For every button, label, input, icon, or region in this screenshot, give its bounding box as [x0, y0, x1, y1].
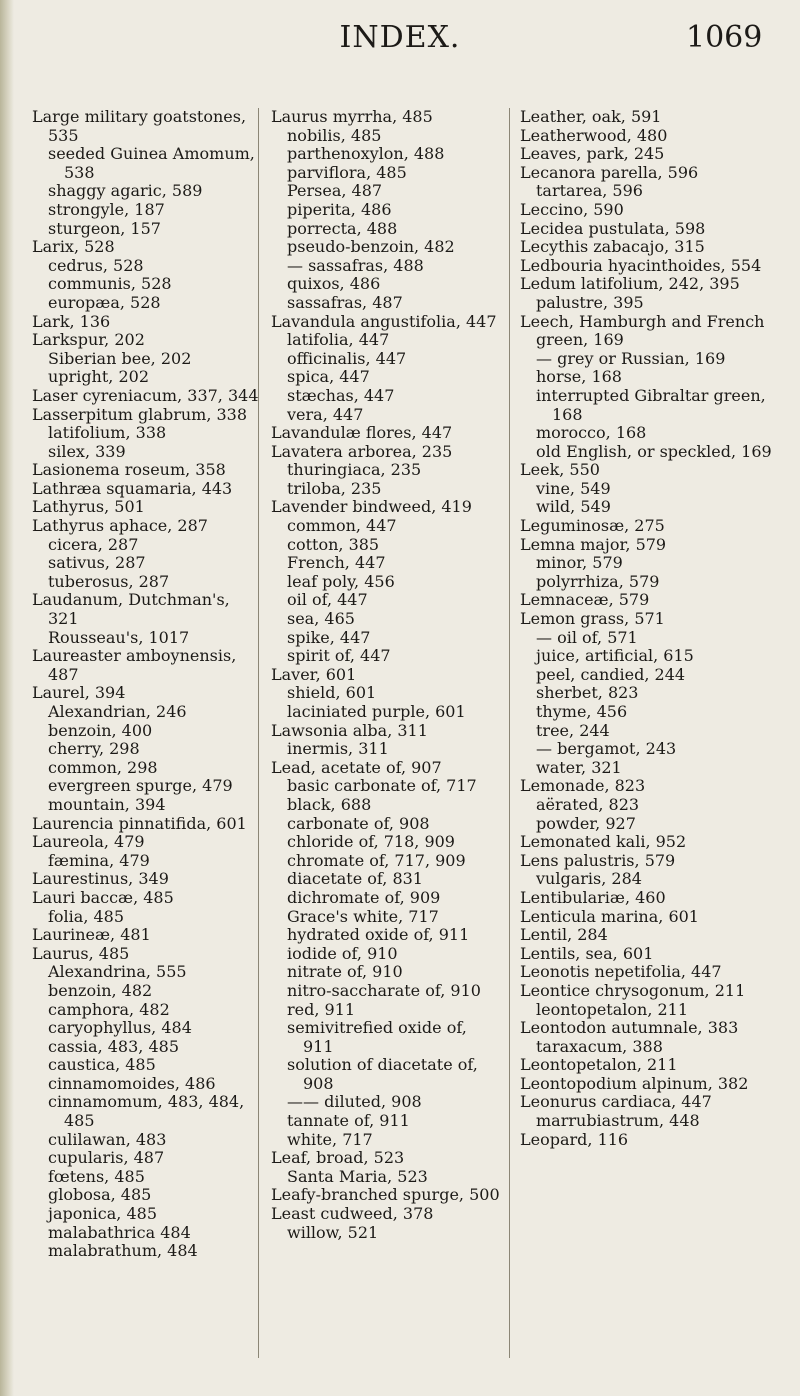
- index-entry: Lark, 136: [32, 311, 111, 331]
- index-entry: tuberosus, 287: [48, 571, 170, 591]
- index-entry: piperita, 486: [287, 199, 392, 219]
- index-entry: benzoin, 400: [48, 720, 153, 740]
- index-entry: palustre, 395: [536, 292, 644, 312]
- page-title: INDEX.: [339, 20, 461, 55]
- index-entry: peel, candied, 244: [536, 664, 686, 684]
- index-entry: Lecythis zabacajo, 315: [520, 237, 705, 257]
- index-entry: Laser cyreniacum, 337, 344: [32, 385, 259, 405]
- index-entry: spica, 447: [287, 367, 370, 387]
- index-entry: sturgeon, 157: [48, 218, 161, 238]
- index-entry: spike, 447: [287, 627, 371, 647]
- index-entry: globosa, 485: [48, 1185, 152, 1205]
- index-entry: Laurus myrrha, 485: [271, 107, 433, 126]
- index-entry: Leek, 550: [520, 460, 600, 480]
- index-entry: Leguminosæ, 275: [520, 516, 665, 536]
- index-entry: Leontopodium alpinum, 382: [520, 1073, 749, 1093]
- index-entry: morocco, 168: [536, 423, 647, 443]
- index-column-middle: [271, 108, 501, 1242]
- index-column-left: [32, 108, 260, 1261]
- index-entry: tartarea, 596: [536, 181, 643, 201]
- index-entry: basic carbonate of, 717: [287, 776, 477, 796]
- index-entry: officinalis, 447: [287, 348, 407, 368]
- index-entry: nitrate of, 910: [287, 962, 403, 982]
- index-entry: water, 321: [536, 757, 622, 777]
- index-entry: stæchas, 447: [287, 385, 395, 405]
- index-entry: aërated, 823: [536, 794, 640, 814]
- index-entry: Leafy-branched spurge, 500: [271, 1185, 500, 1205]
- index-entry: black, 688: [287, 794, 372, 814]
- index-entry: pseudo-benzoin, 482: [287, 237, 455, 257]
- index-entry: shield, 601: [287, 683, 377, 703]
- index-entry: French, 447: [287, 553, 386, 573]
- index-entry: diacetate of, 831: [287, 869, 423, 889]
- index-entry: — bergamot, 243: [536, 739, 677, 759]
- index-entry: Leonotis nepetifolia, 447: [520, 962, 722, 982]
- index-entry: vine, 549: [536, 478, 611, 498]
- index-entry: laciniated purple, 601: [287, 702, 466, 721]
- page-number: 1069: [686, 20, 763, 55]
- index-entry: nitro-saccharate of, 910: [287, 980, 481, 1000]
- index-entry: mountain, 394: [48, 794, 166, 814]
- index-entry: tannate of, 911: [287, 1111, 410, 1131]
- index-entry: semivitrefied oxide of, 911: [287, 1018, 467, 1056]
- index-entry: Lathyrus aphace, 287: [32, 516, 208, 536]
- index-entry: minor, 579: [536, 553, 623, 573]
- index-entry: cherry, 298: [48, 739, 140, 759]
- index-entry: Rousseau's, 1017: [48, 627, 190, 647]
- index-entry: dichromate of, 909: [287, 887, 441, 907]
- index-entry: thyme, 456: [536, 702, 628, 721]
- index-entry: Laurineæ, 481: [32, 925, 151, 945]
- page-header: [0, 6, 800, 66]
- index-entry: Lentil, 284: [520, 925, 608, 945]
- index-entry: white, 717: [287, 1129, 373, 1149]
- index-entry: common, 447: [287, 516, 397, 536]
- index-entry: Laurus, 485: [32, 943, 130, 963]
- index-entry: juice, artificial, 615: [536, 646, 694, 666]
- index-entry: oil of, 447: [287, 590, 368, 610]
- index-entry: chromate of, 717, 909: [287, 850, 466, 870]
- index-entry: quixos, 486: [287, 274, 381, 294]
- index-entry: cassia, 483, 485: [48, 1036, 179, 1056]
- index-entry: Lead, acetate of, 907: [271, 757, 442, 777]
- index-entry: old English, or speckled, 169: [536, 441, 772, 461]
- index-entry: inermis, 311: [287, 739, 389, 759]
- index-entry: —— diluted, 908: [287, 1092, 422, 1112]
- index-entry: tree, 244: [536, 720, 610, 740]
- index-entry: Lecanora parella, 596: [520, 162, 699, 182]
- index-entry: Least cudweed, 378: [271, 1204, 434, 1224]
- index-entry: cotton, 385: [287, 534, 380, 554]
- index-entry: sassafras, 487: [287, 292, 403, 312]
- index-entry: communis, 528: [48, 274, 172, 294]
- index-entry: Laureola, 479: [32, 832, 145, 852]
- index-entry: benzoin, 482: [48, 980, 153, 1000]
- index-entry: Laudanum, Dutchman's, 321: [32, 590, 230, 629]
- index-entry: strongyle, 187: [48, 199, 165, 219]
- index-entry: cicera, 287: [48, 534, 139, 554]
- index-entry: — sassafras, 488: [287, 255, 424, 275]
- index-entry: Leopard, 116: [520, 1129, 629, 1149]
- index-entry: powder, 927: [536, 813, 636, 833]
- index-entry: seeded Guinea Amomum, 538: [48, 144, 255, 182]
- index-entry: Alexandrian, 246: [48, 702, 187, 721]
- index-entry: caryophyllus, 484: [48, 1018, 192, 1038]
- index-entry: camphora, 482: [48, 999, 170, 1019]
- index-entry: — oil of, 571: [536, 627, 638, 647]
- index-entry: Lentils, sea, 601: [520, 943, 654, 963]
- index-entry: Laver, 601: [271, 664, 357, 684]
- index-entry: cinnamomoides, 486: [48, 1073, 216, 1093]
- index-entry: sherbet, 823: [536, 683, 639, 703]
- index-entry: Lemonade, 823: [520, 776, 646, 796]
- index-entry: cupularis, 487: [48, 1148, 165, 1168]
- index-entry: chloride of, 718, 909: [287, 832, 455, 852]
- index-entry: cinnamomum, 483, 484, 485: [48, 1092, 245, 1131]
- index-entry: Laurel, 394: [32, 683, 126, 703]
- index-entry: fæmina, 479: [48, 850, 150, 870]
- index-entry: spirit of, 447: [287, 646, 391, 666]
- page-binding-edge: [0, 0, 14, 1396]
- index-entry: leaf poly, 456: [287, 571, 395, 591]
- index-entry: — grey or Russian, 169: [536, 348, 726, 368]
- index-entry: Lentibulariæ, 460: [520, 887, 666, 907]
- index-entry: sea, 465: [287, 609, 355, 629]
- index-entry: Grace's white, 717: [287, 906, 439, 926]
- index-entry: Leatherwood, 480: [520, 125, 668, 145]
- index-entry: Leontodon autumnale, 383: [520, 1018, 739, 1038]
- index-entry: wild, 549: [536, 497, 611, 517]
- index-entry: Leaf, broad, 523: [271, 1148, 405, 1168]
- index-entry: Ledbouria hyacinthoides, 554: [520, 255, 762, 275]
- index-entry: upright, 202: [48, 367, 149, 387]
- index-entry: taraxacum, 388: [536, 1036, 663, 1056]
- index-entry: caustica, 485: [48, 1055, 156, 1075]
- index-entry: Lenticula marina, 601: [520, 906, 699, 926]
- index-entry: Lemon grass, 571: [520, 609, 665, 629]
- index-entry: Larix, 528: [32, 237, 115, 257]
- index-entry: red, 911: [287, 999, 356, 1019]
- index-entry: japonica, 485: [48, 1204, 158, 1224]
- index-entry: marrubiastrum, 448: [536, 1111, 700, 1131]
- index-entry: solution of diacetate of, 908: [287, 1055, 478, 1093]
- index-entry: latifolium, 338: [48, 423, 167, 443]
- index-entry: porrecta, 488: [287, 218, 398, 238]
- index-entry: parviflora, 485: [287, 162, 407, 182]
- index-entry: Lauri baccæ, 485: [32, 887, 174, 907]
- index-entry: Lathyrus, 501: [32, 497, 145, 517]
- index-entry: fœtens, 485: [48, 1166, 145, 1186]
- index-entry: Persea, 487: [287, 181, 383, 201]
- index-entry: Larkspur, 202: [32, 330, 145, 350]
- index-entry: culilawan, 483: [48, 1129, 167, 1149]
- index-entry: sativus, 287: [48, 553, 146, 573]
- index-entry: iodide of, 910: [287, 943, 398, 963]
- index-entry: shaggy agaric, 589: [48, 181, 203, 201]
- index-entry: Leaves, park, 245: [520, 144, 665, 164]
- index-entry: Lavandulæ flores, 447: [271, 423, 453, 443]
- index-entry: Leather, oak, 591: [520, 107, 662, 126]
- index-entry: nobilis, 485: [287, 125, 382, 145]
- index-entry: vera, 447: [287, 404, 364, 424]
- index-entry: triloba, 235: [287, 478, 382, 498]
- index-entry: Lemna major, 579: [520, 534, 667, 554]
- index-entry: Alexandrina, 555: [48, 962, 187, 982]
- index-entry: folia, 485: [48, 906, 125, 926]
- index-entry: Leontice chrysogonum, 211: [520, 980, 746, 1000]
- index-entry: europæa, 528: [48, 292, 161, 312]
- index-entry: interrupted Gibraltar green, 168: [536, 385, 766, 424]
- index-entry: Lemonated kali, 952: [520, 832, 687, 852]
- index-entry: carbonate of, 908: [287, 813, 430, 833]
- index-entry: silex, 339: [48, 441, 126, 461]
- index-entry: willow, 521: [287, 1222, 379, 1242]
- index-entry: Leonurus cardiaca, 447: [520, 1092, 712, 1112]
- index-entry: Lavender bindweed, 419: [271, 497, 472, 517]
- index-column-right: [520, 108, 775, 1149]
- index-entry: vulgaris, 284: [536, 869, 642, 889]
- index-entry: hydrated oxide of, 911: [287, 925, 470, 945]
- index-entry: Lawsonia alba, 311: [271, 720, 428, 740]
- index-entry: leontopetalon, 211: [536, 999, 689, 1019]
- index-entry: common, 298: [48, 757, 158, 777]
- index-entry: Siberian bee, 202: [48, 348, 192, 368]
- index-entry: Leccino, 590: [520, 199, 624, 219]
- index-entry: latifolia, 447: [287, 330, 390, 350]
- index-entry: Lasionema roseum, 358: [32, 460, 226, 480]
- index-entry: evergreen spurge, 479: [48, 776, 233, 796]
- index-entry: Leech, Hamburgh and French green, 169: [520, 311, 765, 350]
- index-entry: parthenoxylon, 488: [287, 144, 445, 164]
- column-divider: [509, 108, 510, 1358]
- index-entry: Laurencia pinnatifida, 601: [32, 813, 247, 833]
- index-entry: Lecidea pustulata, 598: [520, 218, 706, 238]
- index-entry: Lavandula angustifolia, 447: [271, 311, 497, 331]
- index-entry: Lemnaceæ, 579: [520, 590, 650, 610]
- index-entry: cedrus, 528: [48, 255, 144, 275]
- index-entry: Lavatera arborea, 235: [271, 441, 453, 461]
- index-entry: Lasserpitum glabrum, 338: [32, 404, 248, 424]
- index-entry: Large military goatstones, 535: [32, 107, 247, 145]
- index-entry: malabathrica 484: [48, 1222, 191, 1242]
- index-entry: Santa Maria, 523: [287, 1166, 428, 1186]
- index-entry: thuringiaca, 235: [287, 460, 422, 480]
- index-entry: Laurestinus, 349: [32, 869, 169, 889]
- index-entry: Ledum latifolium, 242, 395: [520, 274, 740, 294]
- index-entry: polyrrhiza, 579: [536, 571, 660, 591]
- index-entry: Leontopetalon, 211: [520, 1055, 678, 1075]
- index-entry: horse, 168: [536, 367, 622, 387]
- index-entry: Lens palustris, 579: [520, 850, 676, 870]
- index-entry: Lathræa squamaria, 443: [32, 478, 233, 498]
- index-entry: malabrathum, 484: [48, 1241, 198, 1261]
- index-entry: Laureaster amboynensis, 487: [32, 646, 237, 684]
